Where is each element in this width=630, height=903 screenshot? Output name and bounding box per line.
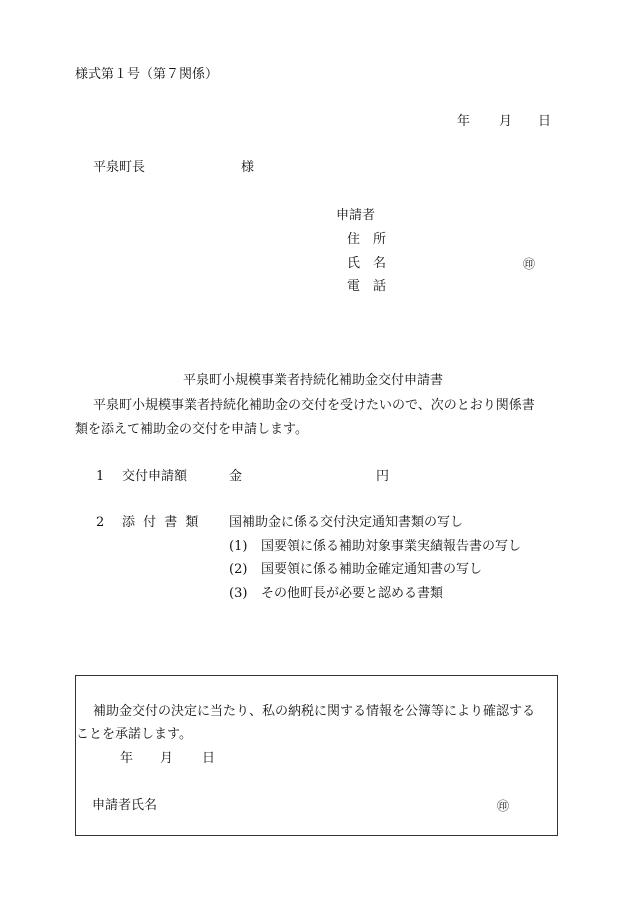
- consent-date-year-label: 年: [120, 751, 134, 766]
- amount-unit: 円: [376, 469, 390, 484]
- applicant-name-label: 氏 名: [347, 256, 387, 271]
- consent-line-2: ことを承諾します。: [76, 727, 192, 742]
- attachment-main: 国補助金に係る交付決定通知書類の写し: [229, 515, 464, 530]
- applicant-phone-label: 電 話: [347, 279, 387, 294]
- intro-line-2: 類を添えて補助金の交付を申請します。: [75, 422, 308, 437]
- attachment-sub-3-number: (3): [229, 586, 248, 601]
- attachment-sub-1-text: 国要領に係る補助対象事業実績報告書の写し: [261, 539, 522, 554]
- consent-applicant-name-label: 申請者氏名: [92, 798, 158, 813]
- item-2-number: 2: [96, 515, 105, 530]
- attachment-sub-1-number: (1): [229, 539, 248, 554]
- date-year-label: 年: [457, 114, 471, 129]
- applicant-address-label: 住 所: [347, 232, 387, 247]
- addressee-name: 平泉町長: [93, 160, 146, 175]
- consent-date-month-label: 月: [160, 751, 174, 766]
- attachment-sub-2-text: 国要領に係る補助金確定通知書の写し: [261, 562, 483, 577]
- date-day-label: 日: [538, 114, 552, 129]
- attachment-sub-2-number: (2): [229, 562, 248, 577]
- consent-seal-mark: ㊞: [497, 799, 510, 813]
- applicant-seal-mark: ㊞: [523, 257, 536, 271]
- date-month-label: 月: [499, 114, 513, 129]
- consent-line-1: 補助金交付の決定に当たり、私の納税に関する情報を公簿等により確認する: [93, 704, 536, 719]
- form-number: 様式第１号（第７関係）: [75, 67, 219, 82]
- item-1-number: 1: [96, 469, 105, 484]
- addressee-honorific: 様: [241, 160, 255, 175]
- item-2-label: 添 付 書 類: [122, 515, 201, 530]
- amount-prefix: 金: [229, 469, 243, 484]
- applicant-heading: 申請者: [336, 208, 376, 223]
- consent-date-day-label: 日: [202, 751, 216, 766]
- item-1-label: 交付申請額: [122, 469, 188, 484]
- intro-line-1: 平泉町小規模事業者持続化補助金の交付を受けたいので、次のとおり関係書: [93, 398, 535, 413]
- document-title: 平泉町小規模事業者持続化補助金交付申請書: [183, 373, 444, 388]
- attachment-sub-3-text: その他町長が必要と認める書類: [261, 586, 444, 601]
